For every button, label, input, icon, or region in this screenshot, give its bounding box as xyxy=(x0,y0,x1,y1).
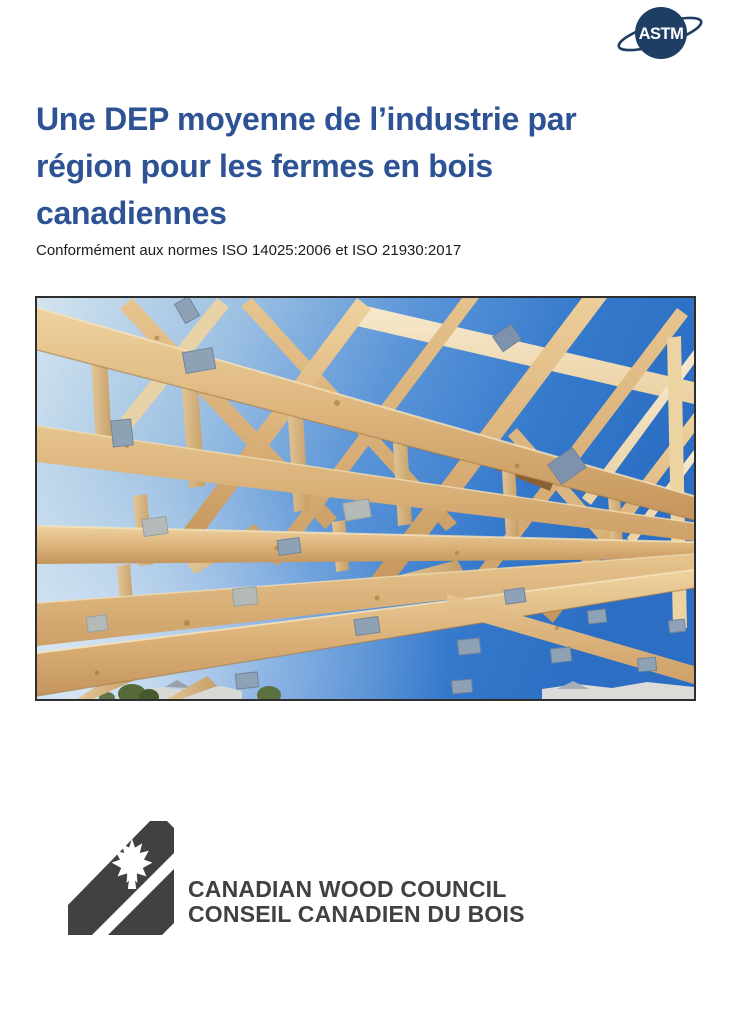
page-title xyxy=(36,96,696,237)
truss-photo-illustration xyxy=(37,298,694,699)
org-name-en: CANADIAN WOOD COUNCIL xyxy=(188,876,507,902)
cwc-wordmark xyxy=(188,877,525,927)
cover-photo-frame xyxy=(35,296,696,701)
org-name-fr: CONSEIL CANADIEN DU BOIS xyxy=(188,901,525,927)
title-line-1: Une DEP moyenne de l’industrie par xyxy=(36,101,577,137)
title-line-3: canadiennes xyxy=(36,195,227,231)
cwc-logo xyxy=(68,813,181,935)
astm-globe-icon xyxy=(615,4,707,68)
title-line-2: région pour les fermes en bois xyxy=(36,148,493,184)
subtitle: Conformément aux normes ISO 14025:2006 et ISO 21930:2017 xyxy=(36,242,462,259)
astm-logo xyxy=(615,4,707,68)
cwc-logo-mark-icon xyxy=(68,813,181,935)
astm-label: ASTM xyxy=(638,25,684,43)
